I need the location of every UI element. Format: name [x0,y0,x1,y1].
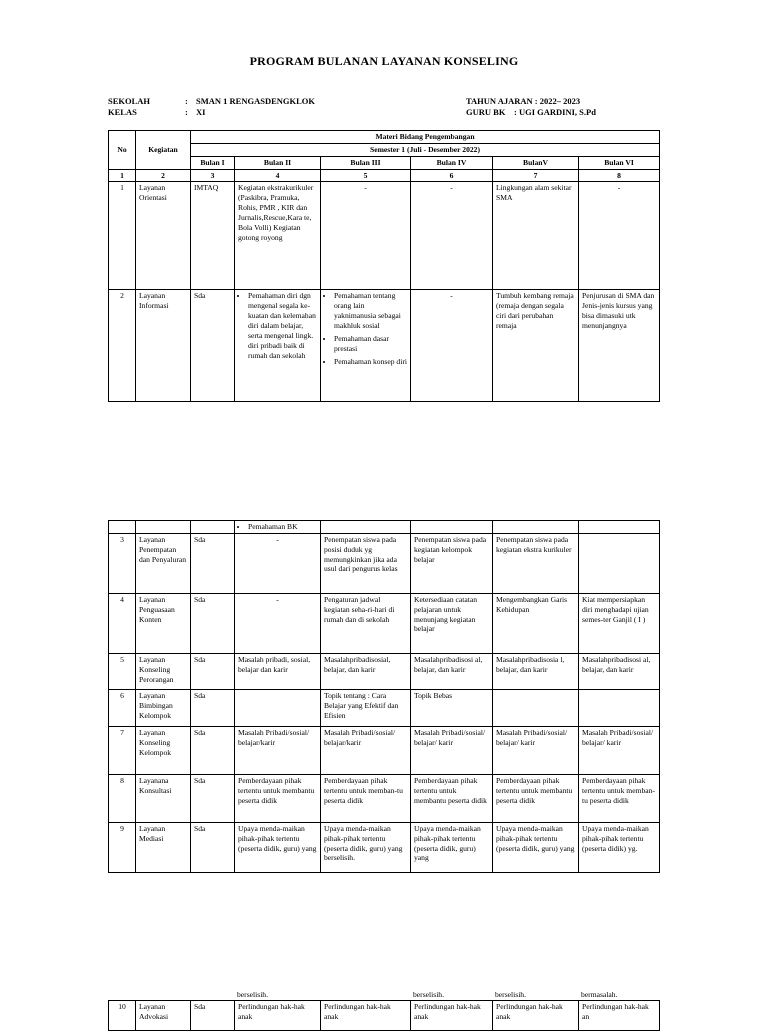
bullet-list [324,291,407,366]
cell-bulan-5: Perlindungan hak-hak anak [493,1001,579,1031]
list-item: • Pemahaman dasar prestasi [334,334,407,354]
row-no: 8 [109,774,136,822]
cell-bulan-4: Masalah Pribadi/sosial/ belajar/ karir [411,726,493,774]
table-row [109,653,660,689]
header-bulan-6: Bulan VI [579,156,660,169]
table-row [109,533,660,593]
cell-bulan-3: - [321,182,411,290]
cell-bulan-6: Upaya menda-maikan pihak-pihak tertentu (peserta didik) yg. [579,822,660,872]
cell-bulan-2: Masalah Pribadi/sosial/ belajar/karir [235,726,321,774]
cell-bulan-3: Masalahpribadisosial, belajar, dan karir [321,653,411,689]
col-number-7: 7 [493,169,579,182]
col-number-5: 5 [321,169,411,182]
row-kegiatan: Layanan Penguasaan Konten [136,593,191,653]
tahun-label: TAHUN AJARAN [466,96,533,106]
cell-bulan-6: Perlindungan hak-hak an [579,1001,660,1031]
col-number-3: 3 [191,169,235,182]
continued-text-bulan-6: bermasalah. [581,990,618,999]
cell-bulan-6: Penjurusan di SMA dan Jenis-jenis kursus yang bisa dimasuki utk menunjangnya [579,290,660,402]
program-table-page-3 [108,1000,660,1031]
cell-bulan-2 [235,689,321,726]
cell-bulan-6: - [579,182,660,290]
cell-bulan-5: Masalah Pribadi/sosial/ belajar/ karir [493,726,579,774]
guru-value: : UGI GARDINI, S.Pd [514,107,596,117]
table-row [109,689,660,726]
cell-bulan-6 [579,689,660,726]
sekolah-label: SEKOLAH [108,96,151,106]
row-kegiatan: Layanana Konsultasi [136,774,191,822]
row-no: 1 [109,182,136,290]
cell-bulan-5: Pemberdayaan pihak tertentu untuk membantu peserta didik [493,774,579,822]
list-item: • Pemahaman BK [248,522,317,532]
cell-bulan-3: Pemberdayaan pihak tertentu untuk memban-tu peserta didik [321,774,411,822]
header-bulan-4: Bulan IV [411,156,493,169]
row-no: 10 [109,1001,136,1031]
kelas-colon: : [185,107,188,117]
row-no: 3 [109,533,136,593]
cell-bulan-4: Masalahpribadisosi al, belajar, dan karir [411,653,493,689]
row-no: 9 [109,822,136,872]
cell-bulan-4: - [411,290,493,402]
header-no: No [109,131,136,170]
cell-bulan-1: Sda [191,689,235,726]
header-bulan-3: Bulan III [321,156,411,169]
table-row [109,726,660,774]
cell-bulan-3 [321,290,411,402]
cell-bulan-1: Sda [191,822,235,872]
cell-bulan-1: Sda [191,774,235,822]
table-row [109,1001,660,1031]
table-row [109,182,660,290]
row-no: 6 [109,689,136,726]
cell-bulan-3: Masalah Pribadi/sosial/ belajar/karir [321,726,411,774]
cell-bulan-5: Tumbuh kembang remaja (remaja dengan segala ciri dari perubahan remaja [493,290,579,402]
cell-bulan-3: Perlindungan hak-hak anak [321,1001,411,1031]
row-kegiatan: Layanan Mediasi [136,822,191,872]
col-number-2: 2 [136,169,191,182]
cell-bulan-1: Sda [191,290,235,402]
cell-bulan-2: Kegiatan ekstrakurikuler (Paskibra, Pramuka, Rohis, PMR , KIR dan Jurnalis,Rescue,Kara te, Bola Volli) Kegiatan gotong royong [235,182,321,290]
row-kegiatan: Layanan Konseling Perorangan [136,653,191,689]
cell-bulan-1: Sda [191,1001,235,1031]
cell-bulan-6: Pemberdayaan pihak tertentu untuk memban-tu peserta didik [579,774,660,822]
cell-bulan-6 [579,533,660,593]
row-no: 5 [109,653,136,689]
cell-bulan-5: Mengembangkan Garis Kehidupan [493,593,579,653]
row-no: 2 [109,290,136,402]
cell-bulan-1: Sda [191,726,235,774]
col-number-1: 1 [109,169,136,182]
cell-bulan-4: Penempatan siswa pada kegiatan kelompok belajar [411,533,493,593]
cell-bulan-4: - [411,182,493,290]
cell-bulan-1: IMTAQ [191,182,235,290]
cell-bulan-4: Upaya menda-maikan pihak-pihak tertentu (peserta didik, guru) yang [411,822,493,872]
cell-bulan-6: Masalah Pribadi/sosial/ belajar/ karir [579,726,660,774]
table-row [109,593,660,653]
tahun-value: : 2022– 2023 [534,96,581,106]
table-row [109,822,660,872]
sekolah-colon: : [185,96,188,106]
header-kegiatan: Kegiatan [136,131,191,170]
page-title: PROGRAM BULANAN LAYANAN KONSELING [249,54,519,68]
col-number-8: 8 [579,169,660,182]
cell-bulan-5: Lingkungan alam sekitar SMA [493,182,579,290]
sekolah-value: SMAN 1 RENGASDENGKLOK [196,96,316,106]
continued-text-bulan-2: berselisih. [237,990,269,999]
col-number-4: 4 [235,169,321,182]
list-item: • Pemahaman konsep diri [334,357,407,367]
col-number-6: 6 [411,169,493,182]
cell-bulan-2 [235,521,321,534]
row-kegiatan: Layanan Advokasi [136,1001,191,1031]
kelas-label: KELAS [108,107,137,117]
cell-bulan-2: Perlindungan hak-hak anak [235,1001,321,1031]
cell-bulan-4: Topik Bebas [411,689,493,726]
program-table-page-2 [108,520,660,873]
cell-bulan-2: - [235,533,321,593]
continued-text-bulan-5: berselisih. [495,990,527,999]
header-semester: Semester 1 (Juli - Desember 2022) [191,143,660,156]
row-kegiatan: Layanan Bimbingan Kelompok [136,689,191,726]
row-kegiatan: Layanan Informasi [136,290,191,402]
table-row [109,521,660,534]
header-bulan-2: Bulan II [235,156,321,169]
tahun-ajaran-label [466,96,580,106]
bullet-list [238,291,317,360]
cell-bulan-2 [235,290,321,402]
continued-text-bulan-4: berselisih. [413,990,445,999]
cell-bulan-4: Ketersediaan catatan pelajaran untuk menunjang kegiatan belajar [411,593,493,653]
cell-bulan-6: Kiat mempersiapkan diri menghadapi ujian semes-ter Ganjil ( I ) [579,593,660,653]
program-table-page-1 [108,130,660,402]
cell-bulan-2: Masalah pribadi, sosial, belajar dan karir [235,653,321,689]
table-row [109,290,660,402]
table-row [109,774,660,822]
bullet-list [238,522,317,532]
row-no: 7 [109,726,136,774]
cell-bulan-4: Perlindungan hak-hak anak [411,1001,493,1031]
row-no: 4 [109,593,136,653]
cell-bulan-1: Sda [191,593,235,653]
header-materi: Materi Bidang Pengembangan [191,131,660,144]
cell-bulan-5: Masalahpribadisosia l, belajar, dan karir [493,653,579,689]
cell-bulan-3: Topik tentang : Cara Belajar yang Efektif dan Efisien [321,689,411,726]
cell-bulan-5 [493,689,579,726]
row-kegiatan: Layanan Konseling Kelompok [136,726,191,774]
cell-bulan-5: Penempatan siswa pada kegiatan ekstra kurikuler [493,533,579,593]
header-bulan-1: Bulan I [191,156,235,169]
cell-bulan-3: Pengaturan jadwal kegiatan seha-ri-hari di rumah dan di sekolah [321,593,411,653]
cell-bulan-1: Sda [191,653,235,689]
cell-bulan-2: Pemberdayaan pihak tertentu untuk membantu peserta didik [235,774,321,822]
cell-bulan-4: Pemberdayaan pihak tertentu untuk membantu peserta didik [411,774,493,822]
list-item: • Pemahaman diri dgn mengenal segala ke-kuatan dan kelemahan diri dalam belajar, serta mengenal lingk. diri pribadi baik di rumah dan sekolah [248,291,317,360]
cell-bulan-3: Upaya menda-maikan pihak-pihak tertentu (peserta didik, guru) yang berselisih. [321,822,411,872]
cell-bulan-5: Upaya menda-maikan pihak-pihak tertentu (peserta didik, guru) yang [493,822,579,872]
list-item: • Pemahaman tentang orang lain yaknimanusia sebagai makhluk sosial [334,291,407,330]
cell-bulan-3: Penempatan siswa pada posisi duduk yg memungkinkan jika ada usul dari pengurus kelas [321,533,411,593]
kelas-value: XI [196,107,206,117]
row-kegiatan: Layanan Orientasi [136,182,191,290]
row-kegiatan: Layanan Penempatan dan Penyaluran [136,533,191,593]
cell-bulan-2: - [235,593,321,653]
cell-bulan-6: Masalahpribadisosi al, belajar, dan karir [579,653,660,689]
guru-label: GURU BK [466,107,506,117]
cell-bulan-2: Upaya menda-maikan pihak-pihak tertentu (peserta didik, guru) yang [235,822,321,872]
cell-bulan-1: Sda [191,533,235,593]
header-bulan-5: BulanV [493,156,579,169]
